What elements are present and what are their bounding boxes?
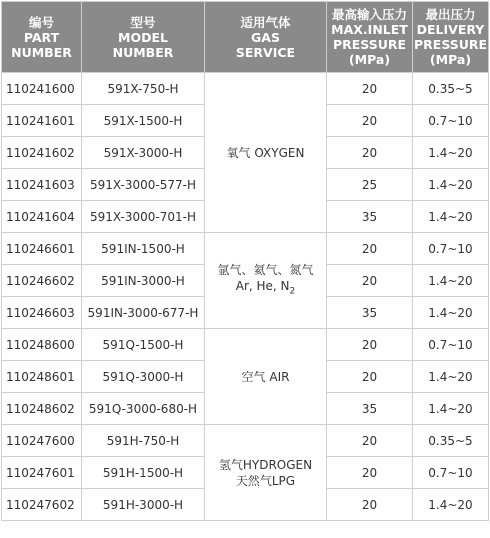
header-max-inlet-cn: 最高输入压力 (331, 7, 407, 22)
table-row (2, 329, 489, 361)
max-inlet-cell: 20 (327, 137, 413, 169)
gas-formula-subscript: 2 (289, 286, 296, 297)
header-part-en-1: PART (23, 29, 60, 45)
max-inlet-cell: 20 (327, 489, 413, 521)
max-inlet-cell: 20 (327, 425, 413, 457)
gas-formula-text: Ar, He, N (235, 278, 290, 293)
delivery-cell: 1.4~20 (413, 489, 489, 521)
part-number-cell: 110248600 (2, 329, 82, 361)
header-part-number (2, 2, 82, 73)
model-number-cell: 591X-3000-577-H (82, 169, 205, 201)
model-number-cell: 591H-1500-H (82, 457, 205, 489)
model-number-cell: 591X-3000-H (82, 137, 205, 169)
gas-service-label: 氢气HYDROGEN (218, 457, 313, 472)
header-delivery-en-2: PRESSURE (414, 37, 488, 52)
part-number-cell: 110241604 (2, 201, 82, 233)
delivery-cell: 0.7~10 (413, 329, 489, 361)
gas-service-cell (205, 73, 327, 233)
header-part-cn: 编号 (28, 14, 54, 30)
header-max-inlet-en-2: PRESSURE (332, 37, 407, 52)
header-row (2, 2, 489, 73)
header-gas-en-2: SERVICE (235, 44, 296, 60)
max-inlet-cell: 35 (327, 393, 413, 425)
max-inlet-cell: 20 (327, 105, 413, 137)
delivery-cell: 0.35~5 (413, 73, 489, 105)
part-number-cell: 110246603 (2, 297, 82, 329)
header-max-inlet-en-1: MAX.INLET (331, 22, 408, 37)
gas-service-cell (205, 425, 327, 521)
delivery-cell: 1.4~20 (413, 137, 489, 169)
delivery-cell: 1.4~20 (413, 361, 489, 393)
delivery-cell: 0.7~10 (413, 105, 489, 137)
max-inlet-cell: 35 (327, 297, 413, 329)
part-number-cell: 110241600 (2, 73, 82, 105)
header-gas-en-1: GAS (251, 29, 280, 45)
gas-service-cell (205, 329, 327, 425)
gas-formula-label (205, 278, 326, 299)
header-model-number (82, 2, 205, 73)
header-delivery-unit: (MPa) (429, 52, 472, 67)
delivery-cell: 0.7~10 (413, 457, 489, 489)
part-number-cell: 110241601 (2, 105, 82, 137)
header-model-cn: 型号 (130, 14, 156, 30)
header-model-en-1: MODEL (118, 29, 168, 45)
part-number-cell: 110241603 (2, 169, 82, 201)
delivery-cell: 1.4~20 (413, 297, 489, 329)
header-delivery-en-1: DELIVERY (416, 22, 485, 37)
model-number-cell: 591IN-1500-H (82, 233, 205, 265)
delivery-cell: 1.4~20 (413, 393, 489, 425)
delivery-cell: 0.7~10 (413, 233, 489, 265)
max-inlet-cell: 20 (327, 361, 413, 393)
max-inlet-cell: 20 (327, 329, 413, 361)
table-row (2, 425, 489, 457)
max-inlet-cell: 20 (327, 457, 413, 489)
max-inlet-cell: 25 (327, 169, 413, 201)
part-number-cell: 110247602 (2, 489, 82, 521)
gas-service-label: 空气 AIR (241, 369, 290, 384)
max-inlet-cell: 20 (327, 233, 413, 265)
model-number-cell: 591X-1500-H (82, 105, 205, 137)
delivery-cell: 1.4~20 (413, 265, 489, 297)
delivery-cell: 0.35~5 (413, 425, 489, 457)
gas-service-label-2: 天然气LPG (235, 473, 296, 488)
model-number-cell: 591X-3000-701-H (82, 201, 205, 233)
model-number-cell: 591H-750-H (82, 425, 205, 457)
delivery-cell: 1.4~20 (413, 201, 489, 233)
model-number-cell: 591IN-3000-H (82, 265, 205, 297)
regulator-spec-table (1, 1, 489, 521)
header-gas-cn: 适用气体 (240, 14, 291, 30)
part-number-cell: 110247601 (2, 457, 82, 489)
table-row (2, 73, 489, 105)
gas-service-cell (205, 233, 327, 329)
header-delivery-cn: 最出压力 (425, 7, 476, 22)
max-inlet-cell: 35 (327, 201, 413, 233)
part-number-cell: 110246602 (2, 265, 82, 297)
part-number-cell: 110241602 (2, 137, 82, 169)
part-number-cell: 110248602 (2, 393, 82, 425)
header-part-en-2: NUMBER (11, 44, 72, 60)
delivery-cell: 1.4~20 (413, 169, 489, 201)
model-number-cell: 591X-750-H (82, 73, 205, 105)
model-number-cell: 591IN-3000-677-H (82, 297, 205, 329)
part-number-cell: 110247600 (2, 425, 82, 457)
part-number-cell: 110246601 (2, 233, 82, 265)
max-inlet-cell: 20 (327, 265, 413, 297)
model-number-cell: 591Q-1500-H (82, 329, 205, 361)
header-delivery-pressure (413, 2, 489, 73)
gas-service-label: 氧气 OXYGEN (226, 145, 305, 160)
gas-service-label: 氩气、氦气、氮气 (217, 262, 314, 277)
part-number-cell: 110248601 (2, 361, 82, 393)
header-gas-service (205, 2, 327, 73)
header-model-en-2: NUMBER (112, 44, 174, 60)
max-inlet-cell: 20 (327, 73, 413, 105)
header-max-inlet-unit: (MPa) (348, 52, 391, 67)
model-number-cell: 591Q-3000-680-H (82, 393, 205, 425)
table-row (2, 233, 489, 265)
header-max-inlet-pressure (327, 2, 413, 73)
model-number-cell: 591H-3000-H (82, 489, 205, 521)
model-number-cell: 591Q-3000-H (82, 361, 205, 393)
